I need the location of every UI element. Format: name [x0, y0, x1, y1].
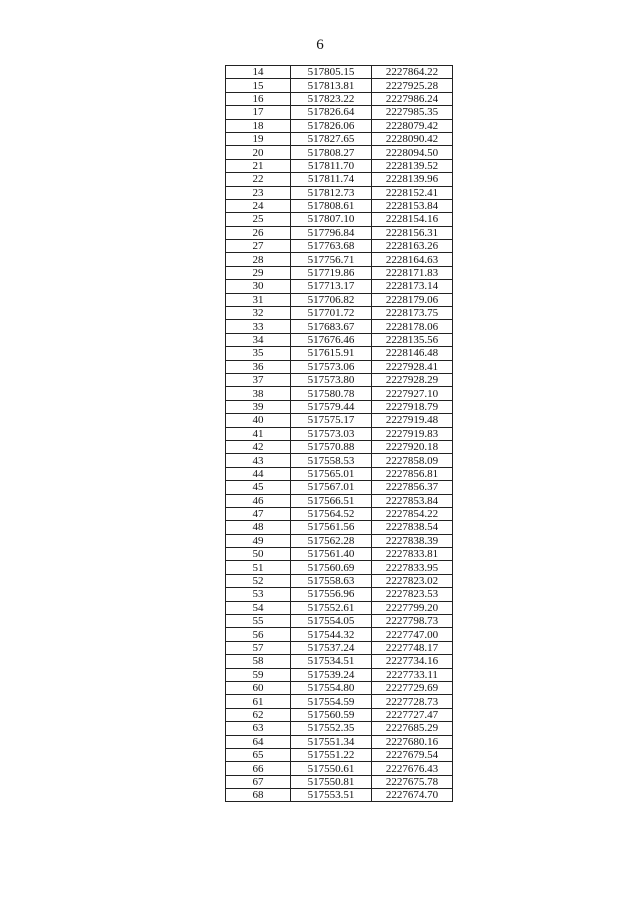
y-coordinate-cell: 2227833.95 [372, 561, 453, 574]
y-coordinate-cell: 2228139.96 [372, 173, 453, 186]
x-coordinate-cell: 517813.81 [291, 79, 372, 92]
x-coordinate-cell: 517796.84 [291, 226, 372, 239]
y-coordinate-cell: 2228139.52 [372, 159, 453, 172]
table-row [226, 307, 453, 320]
table-row [226, 762, 453, 775]
point-number-cell: 25 [226, 213, 291, 226]
x-coordinate-cell: 517558.53 [291, 454, 372, 467]
y-coordinate-cell: 2227858.09 [372, 454, 453, 467]
y-coordinate-cell: 2227733.11 [372, 668, 453, 681]
x-coordinate-cell: 517556.96 [291, 588, 372, 601]
point-number-cell: 49 [226, 534, 291, 547]
point-number-cell: 32 [226, 307, 291, 320]
y-coordinate-cell: 2227918.79 [372, 400, 453, 413]
point-number-cell: 46 [226, 494, 291, 507]
y-coordinate-cell: 2227729.69 [372, 681, 453, 694]
table-row [226, 199, 453, 212]
y-coordinate-cell: 2227927.10 [372, 387, 453, 400]
x-coordinate-cell: 517534.51 [291, 655, 372, 668]
y-coordinate-cell: 2227928.41 [372, 360, 453, 373]
table-row [226, 173, 453, 186]
y-coordinate-cell: 2228171.83 [372, 266, 453, 279]
point-number-cell: 39 [226, 400, 291, 413]
y-coordinate-cell: 2227799.20 [372, 601, 453, 614]
x-coordinate-cell: 517561.56 [291, 521, 372, 534]
x-coordinate-cell: 517575.17 [291, 414, 372, 427]
x-coordinate-cell: 517565.01 [291, 467, 372, 480]
point-number-cell: 58 [226, 655, 291, 668]
x-coordinate-cell: 517808.27 [291, 146, 372, 159]
x-coordinate-cell: 517826.06 [291, 119, 372, 132]
y-coordinate-cell: 2228154.16 [372, 213, 453, 226]
y-coordinate-cell: 2228135.56 [372, 333, 453, 346]
x-coordinate-cell: 517550.61 [291, 762, 372, 775]
x-coordinate-cell: 517580.78 [291, 387, 372, 400]
point-number-cell: 60 [226, 681, 291, 694]
x-coordinate-cell: 517713.17 [291, 280, 372, 293]
table-row [226, 132, 453, 145]
table-row [226, 628, 453, 641]
y-coordinate-cell: 2227853.84 [372, 494, 453, 507]
table-row [226, 641, 453, 654]
table-row [226, 226, 453, 239]
y-coordinate-cell: 2228179.06 [372, 293, 453, 306]
x-coordinate-cell: 517566.51 [291, 494, 372, 507]
table-row [226, 387, 453, 400]
y-coordinate-cell: 2227798.73 [372, 615, 453, 628]
point-number-cell: 65 [226, 748, 291, 761]
table-row [226, 708, 453, 721]
y-coordinate-cell: 2227854.22 [372, 507, 453, 520]
x-coordinate-cell: 517552.61 [291, 601, 372, 614]
point-number-cell: 35 [226, 347, 291, 360]
y-coordinate-cell: 2227823.53 [372, 588, 453, 601]
table-row [226, 240, 453, 253]
table-row [226, 66, 453, 79]
x-coordinate-cell: 517719.86 [291, 266, 372, 279]
x-coordinate-cell: 517573.06 [291, 360, 372, 373]
point-number-cell: 45 [226, 481, 291, 494]
point-number-cell: 63 [226, 722, 291, 735]
table-row [226, 293, 453, 306]
y-coordinate-cell: 2227925.28 [372, 79, 453, 92]
y-coordinate-cell: 2228153.84 [372, 199, 453, 212]
y-coordinate-cell: 2227928.29 [372, 373, 453, 386]
x-coordinate-cell: 517567.01 [291, 481, 372, 494]
y-coordinate-cell: 2227986.24 [372, 92, 453, 105]
y-coordinate-cell: 2227728.73 [372, 695, 453, 708]
point-number-cell: 62 [226, 708, 291, 721]
x-coordinate-cell: 517763.68 [291, 240, 372, 253]
point-number-cell: 41 [226, 427, 291, 440]
table-row [226, 79, 453, 92]
table-row [226, 159, 453, 172]
point-number-cell: 61 [226, 695, 291, 708]
point-number-cell: 55 [226, 615, 291, 628]
x-coordinate-cell: 517827.65 [291, 132, 372, 145]
point-number-cell: 16 [226, 92, 291, 105]
point-number-cell: 64 [226, 735, 291, 748]
y-coordinate-cell: 2227675.78 [372, 775, 453, 788]
table-row [226, 748, 453, 761]
point-number-cell: 20 [226, 146, 291, 159]
x-coordinate-cell: 517551.34 [291, 735, 372, 748]
table-row [226, 106, 453, 119]
point-number-cell: 33 [226, 320, 291, 333]
y-coordinate-cell: 2227727.47 [372, 708, 453, 721]
y-coordinate-cell: 2227823.02 [372, 574, 453, 587]
table-row [226, 494, 453, 507]
y-coordinate-cell: 2227919.48 [372, 414, 453, 427]
point-number-cell: 51 [226, 561, 291, 574]
y-coordinate-cell: 2228094.50 [372, 146, 453, 159]
point-number-cell: 53 [226, 588, 291, 601]
table-row [226, 92, 453, 105]
table-row [226, 722, 453, 735]
x-coordinate-cell: 517553.51 [291, 789, 372, 802]
y-coordinate-cell: 2228156.31 [372, 226, 453, 239]
y-coordinate-cell: 2227833.81 [372, 548, 453, 561]
x-coordinate-cell: 517811.70 [291, 159, 372, 172]
table-row [226, 400, 453, 413]
point-number-cell: 34 [226, 333, 291, 346]
y-coordinate-cell: 2228173.14 [372, 280, 453, 293]
point-number-cell: 19 [226, 132, 291, 145]
x-coordinate-cell: 517807.10 [291, 213, 372, 226]
point-number-cell: 31 [226, 293, 291, 306]
point-number-cell: 21 [226, 159, 291, 172]
y-coordinate-cell: 2227748.17 [372, 641, 453, 654]
table-row [226, 668, 453, 681]
point-number-cell: 17 [226, 106, 291, 119]
x-coordinate-cell: 517826.64 [291, 106, 372, 119]
table-row [226, 186, 453, 199]
table-row [226, 521, 453, 534]
x-coordinate-cell: 517539.24 [291, 668, 372, 681]
point-number-cell: 54 [226, 601, 291, 614]
table-row [226, 534, 453, 547]
point-number-cell: 57 [226, 641, 291, 654]
table-row [226, 146, 453, 159]
x-coordinate-cell: 517570.88 [291, 440, 372, 453]
y-coordinate-cell: 2227747.00 [372, 628, 453, 641]
table-row [226, 655, 453, 668]
point-number-cell: 18 [226, 119, 291, 132]
point-number-cell: 36 [226, 360, 291, 373]
x-coordinate-cell: 517701.72 [291, 307, 372, 320]
table-row [226, 280, 453, 293]
point-number-cell: 50 [226, 548, 291, 561]
y-coordinate-cell: 2227838.54 [372, 521, 453, 534]
x-coordinate-cell: 517558.63 [291, 574, 372, 587]
y-coordinate-cell: 2228146.48 [372, 347, 453, 360]
point-number-cell: 38 [226, 387, 291, 400]
y-coordinate-cell: 2227838.39 [372, 534, 453, 547]
table-row [226, 213, 453, 226]
y-coordinate-cell: 2227864.22 [372, 66, 453, 79]
table-row [226, 414, 453, 427]
point-number-cell: 48 [226, 521, 291, 534]
table-row [226, 548, 453, 561]
table-row [226, 601, 453, 614]
y-coordinate-cell: 2228079.42 [372, 119, 453, 132]
y-coordinate-cell: 2227679.54 [372, 748, 453, 761]
table-row [226, 615, 453, 628]
x-coordinate-cell: 517550.81 [291, 775, 372, 788]
coordinates-table-body [226, 66, 453, 802]
point-number-cell: 30 [226, 280, 291, 293]
table-row [226, 373, 453, 386]
x-coordinate-cell: 517560.69 [291, 561, 372, 574]
x-coordinate-cell: 517805.15 [291, 66, 372, 79]
point-number-cell: 14 [226, 66, 291, 79]
x-coordinate-cell: 517560.59 [291, 708, 372, 721]
x-coordinate-cell: 517551.22 [291, 748, 372, 761]
table-row [226, 561, 453, 574]
x-coordinate-cell: 517811.74 [291, 173, 372, 186]
point-number-cell: 15 [226, 79, 291, 92]
table-row [226, 320, 453, 333]
point-number-cell: 23 [226, 186, 291, 199]
y-coordinate-cell: 2227674.70 [372, 789, 453, 802]
x-coordinate-cell: 517561.40 [291, 548, 372, 561]
x-coordinate-cell: 517823.22 [291, 92, 372, 105]
table-row [226, 360, 453, 373]
y-coordinate-cell: 2228178.06 [372, 320, 453, 333]
point-number-cell: 40 [226, 414, 291, 427]
point-number-cell: 29 [226, 266, 291, 279]
point-number-cell: 47 [226, 507, 291, 520]
point-number-cell: 67 [226, 775, 291, 788]
point-number-cell: 26 [226, 226, 291, 239]
x-coordinate-cell: 517564.52 [291, 507, 372, 520]
point-number-cell: 52 [226, 574, 291, 587]
y-coordinate-cell: 2227919.83 [372, 427, 453, 440]
x-coordinate-cell: 517537.24 [291, 641, 372, 654]
point-number-cell: 22 [226, 173, 291, 186]
x-coordinate-cell: 517706.82 [291, 293, 372, 306]
x-coordinate-cell: 517573.80 [291, 373, 372, 386]
x-coordinate-cell: 517554.80 [291, 681, 372, 694]
table-row [226, 347, 453, 360]
table-row [226, 440, 453, 453]
y-coordinate-cell: 2227985.35 [372, 106, 453, 119]
x-coordinate-cell: 517562.28 [291, 534, 372, 547]
x-coordinate-cell: 517683.67 [291, 320, 372, 333]
point-number-cell: 56 [226, 628, 291, 641]
x-coordinate-cell: 517808.61 [291, 199, 372, 212]
table-row [226, 253, 453, 266]
table-row [226, 454, 453, 467]
point-number-cell: 37 [226, 373, 291, 386]
y-coordinate-cell: 2227685.29 [372, 722, 453, 735]
x-coordinate-cell: 517552.35 [291, 722, 372, 735]
y-coordinate-cell: 2227676.43 [372, 762, 453, 775]
table-row [226, 574, 453, 587]
x-coordinate-cell: 517554.05 [291, 615, 372, 628]
page-number: 6 [316, 37, 324, 53]
y-coordinate-cell: 2228163.26 [372, 240, 453, 253]
point-number-cell: 44 [226, 467, 291, 480]
table-row [226, 481, 453, 494]
point-number-cell: 24 [226, 199, 291, 212]
x-coordinate-cell: 517756.71 [291, 253, 372, 266]
x-coordinate-cell: 517573.03 [291, 427, 372, 440]
table-row [226, 588, 453, 601]
point-number-cell: 42 [226, 440, 291, 453]
point-number-cell: 68 [226, 789, 291, 802]
y-coordinate-cell: 2228173.75 [372, 307, 453, 320]
y-coordinate-cell: 2227856.81 [372, 467, 453, 480]
table-row [226, 507, 453, 520]
x-coordinate-cell: 517579.44 [291, 400, 372, 413]
y-coordinate-cell: 2227680.16 [372, 735, 453, 748]
table-row [226, 119, 453, 132]
x-coordinate-cell: 517544.32 [291, 628, 372, 641]
point-number-cell: 59 [226, 668, 291, 681]
point-number-cell: 43 [226, 454, 291, 467]
point-number-cell: 27 [226, 240, 291, 253]
y-coordinate-cell: 2227920.18 [372, 440, 453, 453]
x-coordinate-cell: 517676.46 [291, 333, 372, 346]
coordinates-table [225, 65, 453, 802]
y-coordinate-cell: 2228164.63 [372, 253, 453, 266]
table-row [226, 789, 453, 802]
y-coordinate-cell: 2227856.37 [372, 481, 453, 494]
point-number-cell: 66 [226, 762, 291, 775]
table-row [226, 775, 453, 788]
x-coordinate-cell: 517554.59 [291, 695, 372, 708]
table-row [226, 467, 453, 480]
x-coordinate-cell: 517615.91 [291, 347, 372, 360]
table-row [226, 735, 453, 748]
point-number-cell: 28 [226, 253, 291, 266]
y-coordinate-cell: 2228152.41 [372, 186, 453, 199]
table-row [226, 266, 453, 279]
table-row [226, 681, 453, 694]
table-row [226, 427, 453, 440]
table-row [226, 695, 453, 708]
x-coordinate-cell: 517812.73 [291, 186, 372, 199]
y-coordinate-cell: 2228090.42 [372, 132, 453, 145]
table-row [226, 333, 453, 346]
y-coordinate-cell: 2227734.16 [372, 655, 453, 668]
